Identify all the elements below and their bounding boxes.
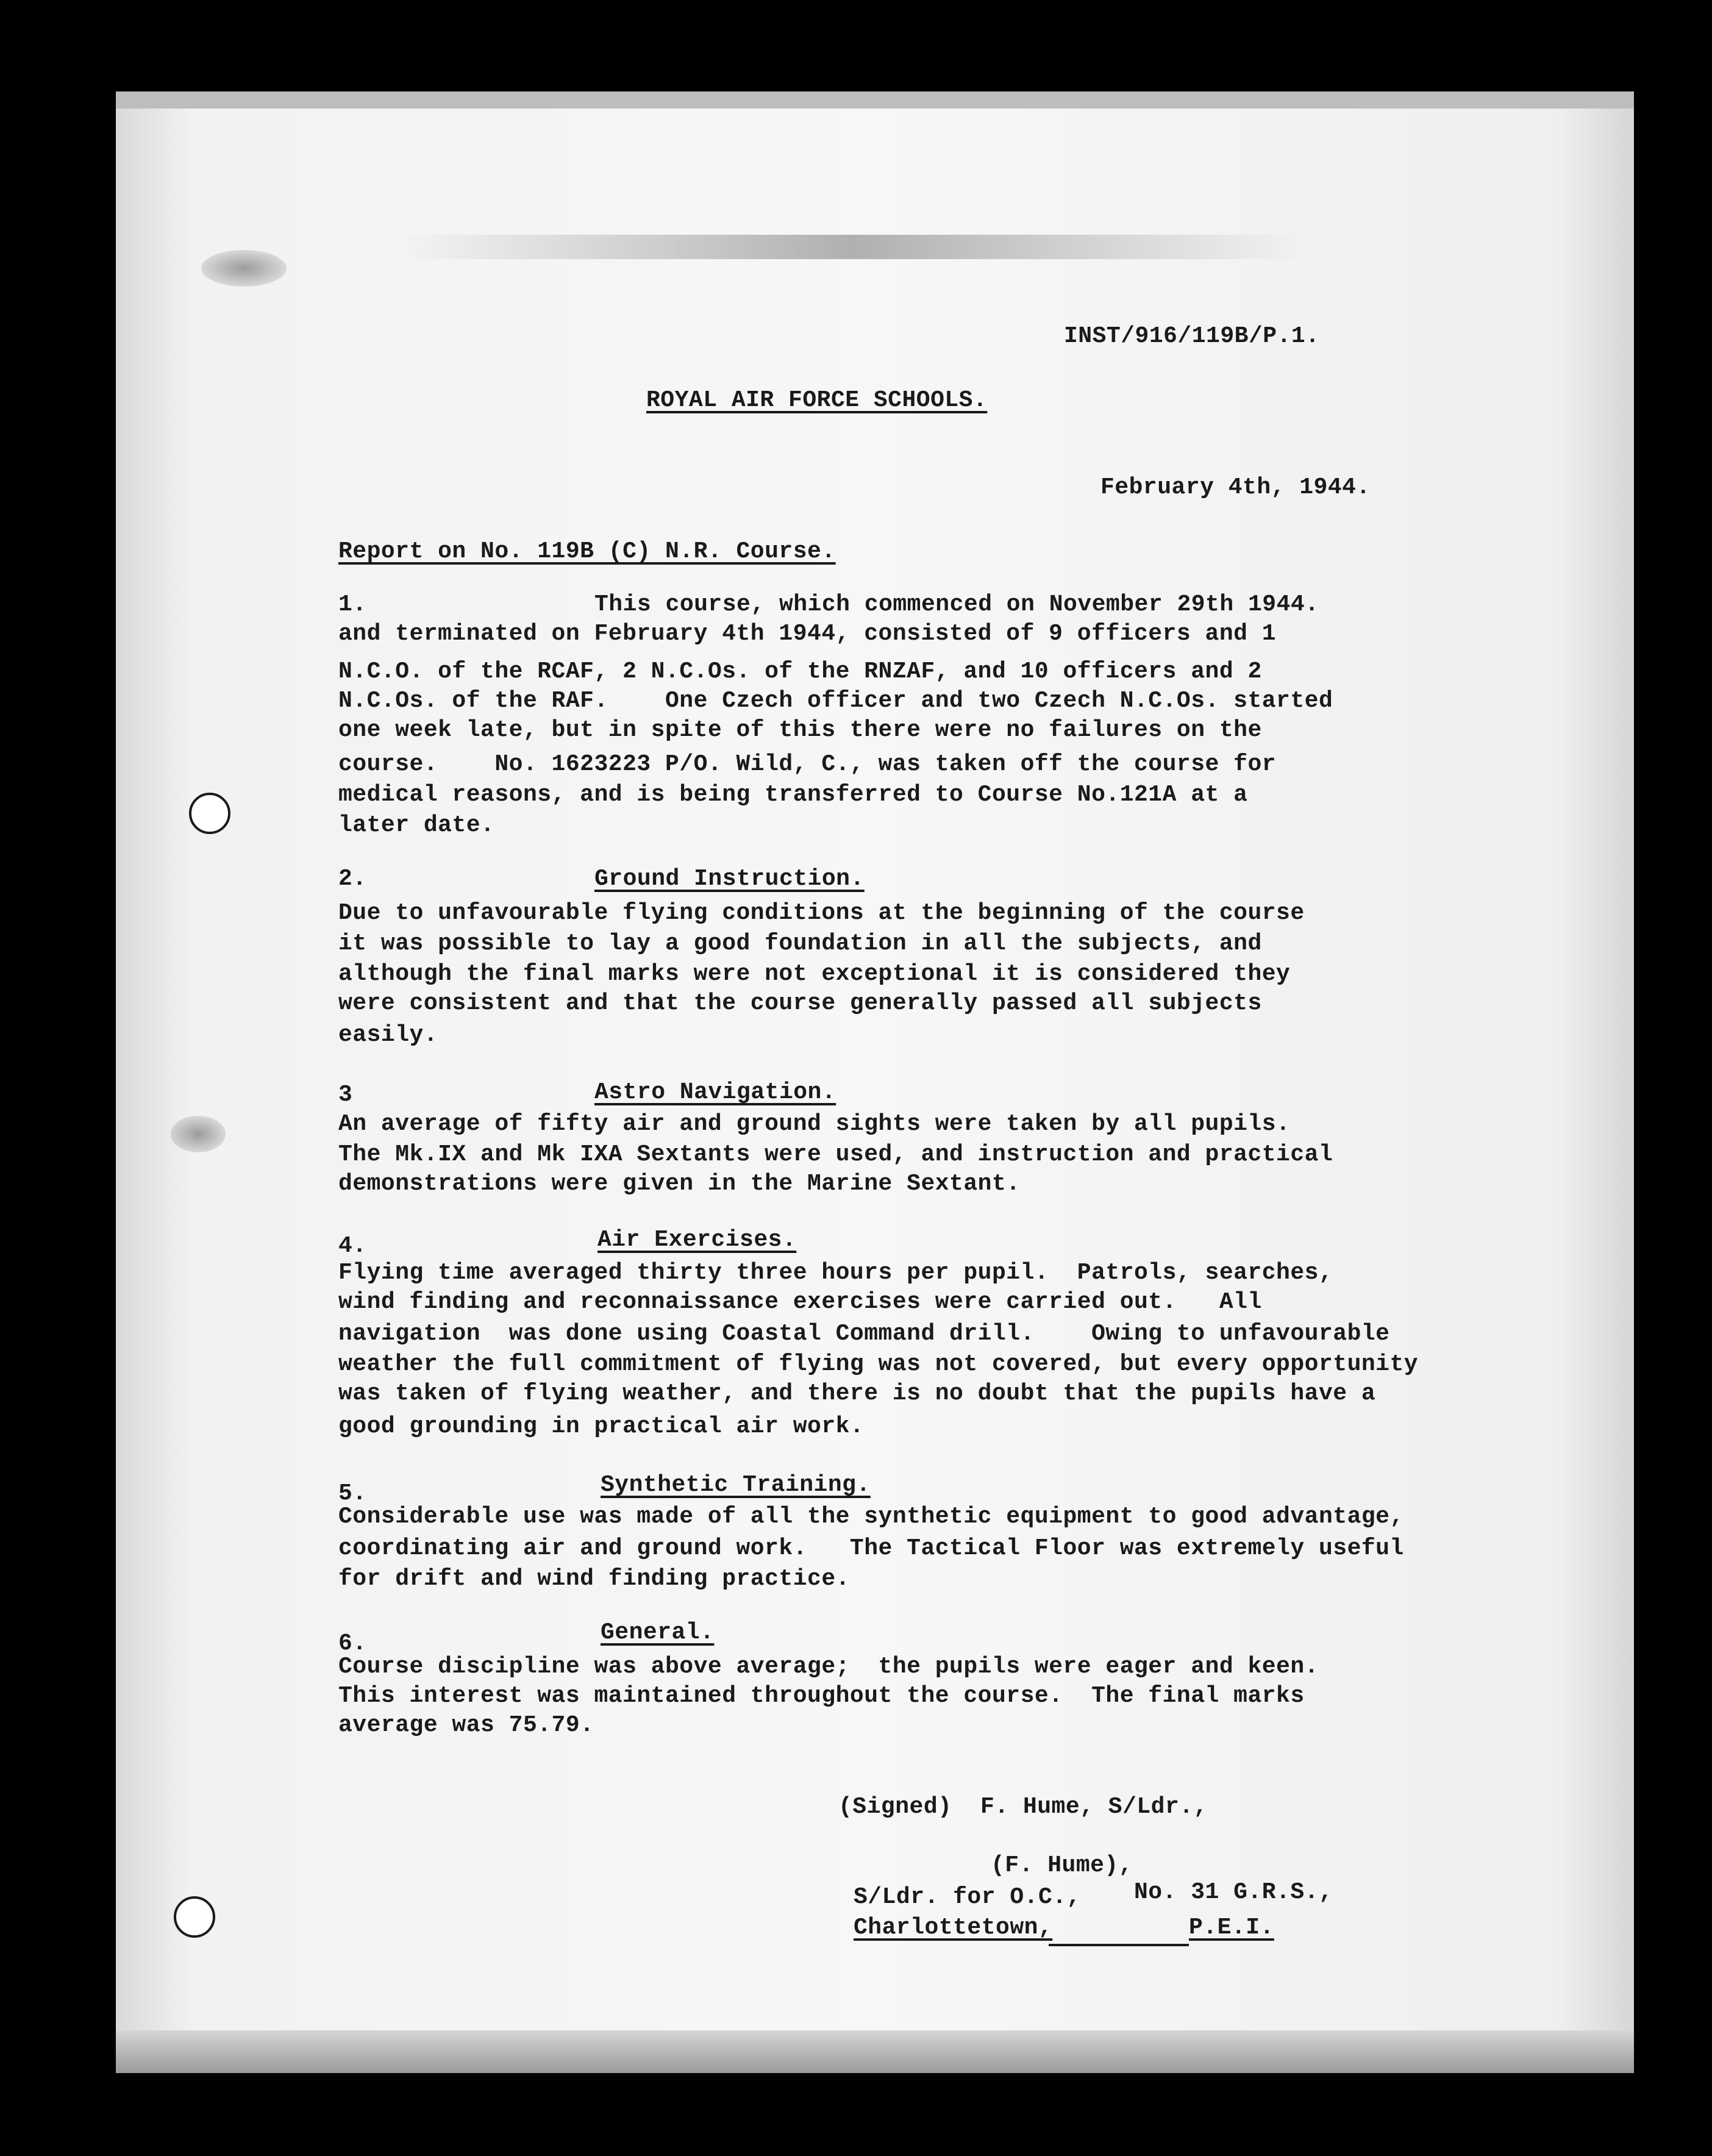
ink-smudge — [171, 1116, 226, 1152]
body-line: although the final marks were not exceptional it is considered they — [338, 961, 1291, 987]
report-subject: Report on No. 119B (C) N.R. Course. — [338, 538, 836, 565]
body-line: coordinating air and ground work. The Tactical Floor was extremely useful — [338, 1535, 1404, 1562]
signatory-unit: No. 31 G.R.S., — [1134, 1879, 1333, 1905]
section-title: Astro Navigation. — [594, 1079, 836, 1105]
body-line: N.C.Os. of the RAF. One Czech officer and two Czech N.C.Os. started — [338, 688, 1333, 714]
body-line: and terminated on February 4th 1944, consisted of 9 officers and 1 — [338, 621, 1277, 647]
body-line: average was 75.79. — [338, 1712, 594, 1738]
body-line: weather the full commitment of flying was not covered, but every opportunity — [338, 1351, 1419, 1377]
body-line: for drift and wind finding practice. — [338, 1566, 850, 1592]
body-line: Considerable use was made of all the synthetic equipment to good advantage, — [338, 1504, 1404, 1530]
body-line: later date. — [338, 812, 495, 838]
body-line: Course discipline was above average; the pupils were eager and keen. — [338, 1654, 1319, 1680]
body-line: good grounding in practical air work. — [338, 1413, 865, 1440]
document-date: February 4th, 1944. — [1100, 474, 1371, 501]
body-line: it was possible to lay a good foundation in all the subjects, and — [338, 930, 1262, 957]
scan-bottom-edge — [116, 2030, 1634, 2073]
body-line: medical reasons, and is being transferred to Course No.121A at a — [338, 782, 1248, 808]
punch-hole-upper — [189, 793, 230, 834]
body-line: Due to unfavourable flying conditions at the beginning of the course — [338, 900, 1305, 926]
section-title: General. — [601, 1619, 715, 1646]
section-title: Ground Instruction. — [594, 866, 865, 892]
body-line: N.C.O. of the RCAF, 2 N.C.Os. of the RNZAF, and 10 officers and 2 — [338, 659, 1262, 685]
body-line: demonstrations were given in the Marine Sextant. — [338, 1171, 1021, 1197]
body-line: The Mk.IX and Mk IXA Sextants were used, and instruction and practical — [338, 1141, 1333, 1168]
body-line: easily. — [338, 1022, 438, 1048]
body-line: navigation was done using Coastal Command drill. Owing to unfavourable — [338, 1321, 1390, 1347]
signatory-office: S/Ldr. for O.C., — [854, 1884, 1081, 1910]
body-line: course. No. 1623223 P/O. Wild, C., was taken off the course for — [338, 751, 1277, 777]
body-line: An average of fifty air and ground sights were taken by all pupils. — [338, 1111, 1291, 1137]
section-number: 4. — [338, 1233, 367, 1259]
body-line: Flying time averaged thirty three hours per pupil. Patrols, searches, — [338, 1260, 1333, 1286]
body-line: one week late, but in spite of this there were no failures on the — [338, 717, 1262, 743]
faded-letterhead — [402, 235, 1305, 259]
signed-line: (Signed) F. Hume, S/Ldr., — [838, 1794, 1208, 1820]
section-title: Air Exercises. — [597, 1227, 797, 1253]
section-number: 6. — [338, 1630, 367, 1657]
section-title: Synthetic Training. — [601, 1472, 871, 1498]
document-heading: ROYAL AIR FORCE SCHOOLS. — [646, 387, 988, 413]
ink-smudge — [201, 250, 287, 287]
body-line: This interest was maintained throughout the course. The final marks — [338, 1683, 1305, 1709]
punch-hole-lower — [174, 1896, 215, 1938]
signatory-name: (F. Hume), — [991, 1852, 1133, 1879]
body-line: This course, which commenced on November 29th 1944. — [594, 591, 1319, 618]
section-number: 2. — [338, 866, 367, 892]
body-line: wind finding and reconnaissance exercises were carried out. All — [338, 1289, 1262, 1315]
body-line: were consistent and that the course generally passed all subjects — [338, 990, 1262, 1016]
section-number: 3 — [338, 1082, 353, 1108]
section-number: 1. — [338, 591, 367, 618]
document-reference: INST/916/119B/P.1. — [1064, 323, 1320, 349]
signatory-place: Charlottetown, — [854, 1915, 1053, 1941]
signatory-province: P.E.I. — [1189, 1915, 1274, 1941]
body-line: was taken of flying weather, and there is no doubt that the pupils have a — [338, 1380, 1376, 1407]
scan-top-edge — [116, 91, 1634, 109]
signature-underline — [1049, 1944, 1189, 1946]
section-number: 5. — [338, 1480, 367, 1507]
